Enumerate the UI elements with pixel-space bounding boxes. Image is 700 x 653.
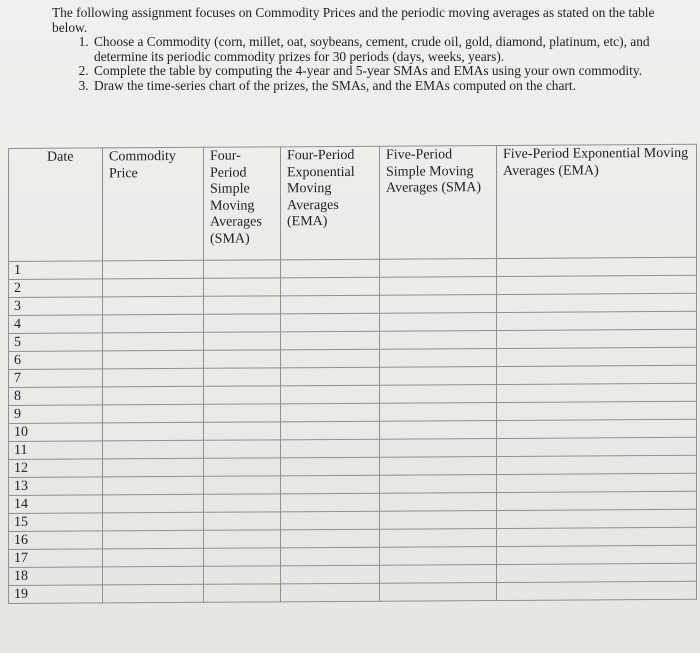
blank-cell[interactable] <box>204 296 281 314</box>
blank-cell[interactable] <box>103 476 204 495</box>
header-four-period-sma: Four-Period Simple Moving Averages (SMA) <box>204 147 281 260</box>
blank-cell[interactable] <box>281 421 380 440</box>
blank-cell[interactable] <box>204 332 281 350</box>
blank-cell[interactable] <box>103 404 204 423</box>
row-number: 17 <box>9 549 103 568</box>
blank-cell[interactable] <box>497 329 697 348</box>
blank-cell[interactable] <box>497 365 697 384</box>
header-date: Date <box>9 148 103 262</box>
row-number: 14 <box>9 495 103 514</box>
blank-cell[interactable] <box>281 565 380 584</box>
blank-cell[interactable] <box>103 278 204 297</box>
blank-cell[interactable] <box>497 401 697 420</box>
header-five-period-sma: Five-Period Simple Moving Averages (SMA) <box>380 146 497 260</box>
blank-cell[interactable] <box>103 530 204 549</box>
blank-cell[interactable] <box>281 547 380 566</box>
header-five-period-ema: Five-Period Exponential Moving Averages (EMA) <box>497 144 697 258</box>
blank-cell[interactable] <box>497 275 697 294</box>
blank-cell[interactable] <box>204 476 281 494</box>
blank-cell[interactable] <box>204 260 281 278</box>
blank-cell[interactable] <box>204 440 281 458</box>
row-number: 1 <box>9 261 103 280</box>
blank-cell[interactable] <box>497 419 697 438</box>
blank-cell[interactable] <box>103 512 204 531</box>
row-number: 3 <box>9 297 103 316</box>
blank-cell[interactable] <box>281 295 380 314</box>
row-number: 4 <box>9 315 103 334</box>
blank-cell[interactable] <box>204 368 281 386</box>
table-body <box>9 257 697 603</box>
blank-cell[interactable] <box>380 457 497 476</box>
row-number: 10 <box>9 423 103 442</box>
blank-cell[interactable] <box>380 583 497 602</box>
header-four-period-ema: Four-Period Exponential Moving Averages (EMA) <box>281 146 380 260</box>
row-number: 11 <box>9 441 103 460</box>
row-number: 8 <box>9 387 103 406</box>
blank-cell[interactable] <box>281 493 380 512</box>
blank-cell[interactable] <box>380 547 497 566</box>
row-number: 16 <box>9 531 103 550</box>
blank-cell[interactable] <box>204 386 281 404</box>
blank-cell[interactable] <box>103 458 204 477</box>
blank-cell[interactable] <box>380 313 497 332</box>
blank-cell[interactable] <box>204 548 281 566</box>
blank-cell[interactable] <box>103 494 204 513</box>
header-commodity-price: Commodity Price <box>103 147 204 261</box>
blank-cell[interactable] <box>103 368 204 387</box>
blank-cell[interactable] <box>204 314 281 332</box>
blank-cell[interactable] <box>204 512 281 530</box>
blank-cell[interactable] <box>380 421 497 440</box>
blank-cell[interactable] <box>380 277 497 296</box>
blank-cell[interactable] <box>497 545 697 564</box>
blank-cell[interactable] <box>380 493 497 512</box>
table-header-row <box>9 144 697 261</box>
blank-cell[interactable] <box>380 367 497 386</box>
blank-cell[interactable] <box>103 332 204 351</box>
intro-paragraph: The following assignment focuses on Commodity Prices and the periodic moving averages as stated on the table below. <box>52 5 655 35</box>
blank-cell[interactable] <box>497 527 697 546</box>
blank-cell[interactable] <box>281 583 380 602</box>
blank-cell[interactable] <box>380 295 497 314</box>
blank-cell[interactable] <box>281 385 380 404</box>
blank-cell[interactable] <box>380 475 497 494</box>
blank-cell[interactable] <box>380 349 497 368</box>
blank-cell[interactable] <box>281 403 380 422</box>
blank-cell[interactable] <box>204 350 281 368</box>
blank-cell[interactable] <box>103 386 204 405</box>
row-number: 19 <box>9 585 103 604</box>
row-number: 12 <box>9 459 103 478</box>
row-number: 9 <box>9 405 103 424</box>
steps-list <box>52 35 662 93</box>
blank-cell[interactable] <box>103 440 204 459</box>
blank-cell[interactable] <box>281 313 380 332</box>
blank-cell[interactable] <box>380 565 497 584</box>
blank-cell[interactable] <box>204 404 281 422</box>
moving-averages-table <box>8 144 697 604</box>
instruction-step: 2. Complete the table by computing the 4-year and 5-year SMAs and EMAs using your own commodity. <box>92 64 662 79</box>
blank-cell[interactable] <box>497 437 697 456</box>
row-number: 2 <box>9 279 103 298</box>
row-number: 18 <box>9 567 103 586</box>
blank-cell[interactable] <box>380 439 497 458</box>
blank-cell[interactable] <box>380 259 497 278</box>
blank-cell[interactable] <box>103 584 204 603</box>
blank-cell[interactable] <box>281 475 380 494</box>
blank-cell[interactable] <box>204 530 281 548</box>
assignment-instructions <box>52 6 662 93</box>
blank-cell[interactable] <box>204 278 281 296</box>
blank-cell[interactable] <box>281 331 380 350</box>
blank-cell[interactable] <box>103 314 204 333</box>
instruction-step: 3. Draw the time-series chart of the prizes, the SMAs, and the EMAs computed on the chart. <box>92 79 662 94</box>
blank-cell[interactable] <box>497 473 697 492</box>
blank-cell[interactable] <box>103 566 204 585</box>
blank-cell[interactable] <box>380 385 497 404</box>
table-row <box>9 581 697 603</box>
blank-cell[interactable] <box>380 403 497 422</box>
blank-cell[interactable] <box>103 260 204 279</box>
blank-cell[interactable] <box>380 529 497 548</box>
blank-cell[interactable] <box>103 422 204 441</box>
blank-cell[interactable] <box>497 563 697 582</box>
blank-cell[interactable] <box>497 311 697 330</box>
blank-cell[interactable] <box>281 349 380 368</box>
blank-cell[interactable] <box>281 529 380 548</box>
blank-cell[interactable] <box>497 383 697 402</box>
blank-cell[interactable] <box>103 548 204 567</box>
blank-cell[interactable] <box>497 491 697 510</box>
blank-cell[interactable] <box>281 259 380 278</box>
blank-cell[interactable] <box>281 457 380 476</box>
blank-cell[interactable] <box>380 331 497 350</box>
row-number: 5 <box>9 333 103 352</box>
blank-cell[interactable] <box>380 511 497 530</box>
blank-cell[interactable] <box>204 584 281 602</box>
row-number: 6 <box>9 351 103 370</box>
blank-cell[interactable] <box>103 296 204 315</box>
blank-cell[interactable] <box>204 566 281 584</box>
blank-cell[interactable] <box>281 511 380 530</box>
instruction-step: 1. Choose a Commodity (corn, millet, oat, soybeans, cement, crude oil, gold, diamond, platinum, etc), and determine its periodic commodity prizes for 30 periods (days, weeks, years). <box>92 35 662 64</box>
blank-cell[interactable] <box>497 509 697 528</box>
blank-cell[interactable] <box>204 422 281 440</box>
blank-cell[interactable] <box>204 494 281 512</box>
blank-cell[interactable] <box>497 455 697 474</box>
blank-cell[interactable] <box>497 293 697 312</box>
blank-cell[interactable] <box>103 350 204 369</box>
blank-cell[interactable] <box>281 277 380 296</box>
blank-cell[interactable] <box>497 581 697 600</box>
row-number: 7 <box>9 369 103 388</box>
blank-cell[interactable] <box>497 257 697 276</box>
blank-cell[interactable] <box>497 347 697 366</box>
row-number: 13 <box>9 477 103 496</box>
blank-cell[interactable] <box>281 439 380 458</box>
moving-averages-table-container <box>8 144 696 620</box>
blank-cell[interactable] <box>204 458 281 476</box>
row-number: 15 <box>9 513 103 532</box>
blank-cell[interactable] <box>281 367 380 386</box>
